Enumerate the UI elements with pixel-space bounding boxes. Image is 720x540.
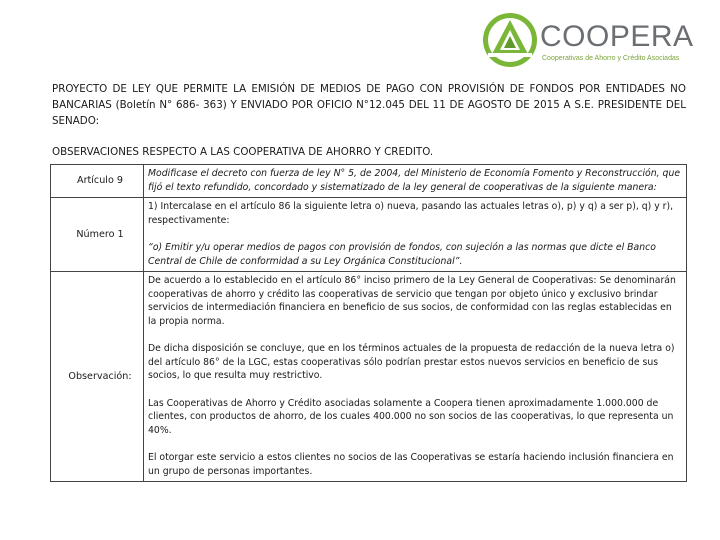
paragraph: De dicha disposición se concluye, que en los términos actuales de la propuesta de redacción de la nueva letra o) del artículo 86° de la LGC, estas cooperativas sólo podrían prestar estos nuevos servicios en beneficio de sus socios, lo que resulta muy restrictivo.	[148, 343, 675, 381]
document-subtitle: OBSERVACIONES RESPECTO A LAS COOPERATIVA DE AHORRO Y CREDITO.	[52, 146, 434, 158]
row-label: Número 1	[51, 198, 144, 272]
table-row	[51, 198, 687, 272]
row-content	[144, 198, 687, 272]
paragraph: Modificase el decreto con fuerza de ley N° 5, de 2004, del Ministerio de Economía Fomento y Reconstrucción, que fijó el texto refundido, concordado y sistematizado de la ley general de cooperativas de la siguiente manera:	[148, 168, 681, 193]
row-content	[144, 272, 687, 482]
paragraph: De acuerdo a lo establecido en el artículo 86° inciso primero de la Ley General de Cooperativas: Se denominarán cooperativas de ahorro y crédito las cooperativas de servicio que tengan por objeto único y exclusivo brindar servicios de intermediación financiera en beneficio de sus socios, de conformidad con las reglas establecidas en la propia norma.	[148, 275, 676, 327]
paragraph: El otorgar este servicio a estos clientes no socios de las Cooperativas se estaría haciendo inclusión financiera en un grupo de personas importantes.	[148, 452, 674, 477]
coopera-logo	[482, 12, 694, 72]
paragraph: “o) Emitir y/u operar medios de pagos con provisión de fondos, con sujeción a las normas que dicte el Banco Central de Chile de conformidad a su Ley Orgánica Constitucional”.	[148, 242, 656, 267]
table-row	[51, 165, 687, 198]
paragraph: Las Cooperativas de Ahorro y Crédito asociadas solamente a Coopera tienen aproximadamente 1.000.000 de clientes, con productos de ahorro, de los cuales 400.000 no son socios de las cooperativas, lo que representa un 40%.	[148, 397, 674, 436]
observations-table	[50, 164, 687, 482]
paragraph: 1) Intercalase en el artículo 86 la siguiente letra o) nueva, pasando las actuales letras o), p) y q) a ser p), q) y r), respectivamente:	[148, 201, 674, 226]
table-row	[51, 272, 687, 482]
row-label: Artículo 9	[51, 165, 144, 198]
row-content	[144, 165, 687, 198]
logo-tagline: Cooperativas de Ahorro y Crédito Asociadas	[542, 55, 680, 62]
coopera-emblem-icon	[482, 12, 538, 68]
document-title: PROYECTO DE LEY QUE PERMITE LA EMISIÓN DE MEDIOS DE PAGO CON PROVISIÓN DE FONDOS POR ENTIDADES NO BANCARIAS (Boletín N° 686- 363) Y ENVIADO POR OFICIO N°12.045 DEL 11 DE AGOSTO DE 2015 A S.E. PRESIDENTE DEL SENADO:	[52, 83, 686, 127]
row-label: Observación:	[51, 272, 144, 482]
logo-wordmark: COOPERA	[540, 20, 694, 53]
